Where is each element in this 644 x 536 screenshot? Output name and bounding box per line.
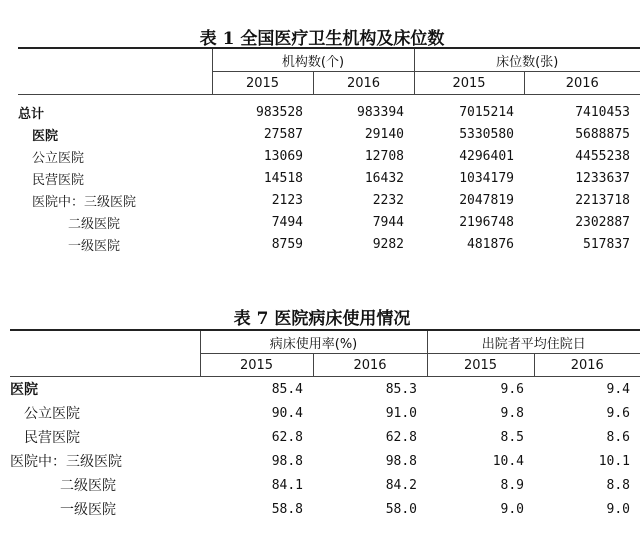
table-row — [18, 145, 640, 167]
cell: 2232 — [372, 192, 404, 208]
row-label: 医院 — [10, 382, 38, 398]
cell: 98.8 — [385, 453, 417, 469]
table-row — [18, 233, 640, 255]
row-label: 医院中：三级医院 — [10, 454, 122, 470]
cell: 10.4 — [492, 453, 524, 469]
row-label: 公立医院 — [24, 406, 80, 422]
cell: 12708 — [364, 148, 404, 164]
cell: 983528 — [256, 104, 303, 120]
cell: 2196748 — [459, 214, 514, 230]
cell: 481876 — [467, 236, 514, 252]
row-label: 公立医院 — [32, 150, 85, 166]
cell: 2047819 — [459, 192, 514, 208]
cell: 2213718 — [575, 192, 630, 208]
cell: 7015214 — [459, 104, 514, 120]
table7-header-avg-stay: 出院者平均住院日 — [427, 330, 640, 354]
cell: 62.8 — [271, 429, 303, 445]
cell: 98.8 — [271, 453, 303, 469]
row-label: 一级医院 — [68, 238, 121, 254]
row-label: 民营医院 — [24, 430, 80, 446]
cell: 4296401 — [459, 148, 514, 164]
row-label: 二级医院 — [60, 478, 116, 494]
cell: 9.4 — [606, 381, 630, 397]
cell: 29140 — [364, 126, 404, 142]
cell: 85.4 — [271, 381, 303, 397]
cell: 983394 — [357, 104, 404, 120]
row-label: 总计 — [18, 106, 45, 122]
table1-title: 表 1 全国医疗卫生机构及床位数 — [199, 29, 445, 49]
table-row — [10, 473, 640, 497]
table-row — [18, 167, 640, 189]
cell: 91.0 — [385, 405, 417, 421]
cell: 9.6 — [500, 381, 524, 397]
cell: 517837 — [583, 236, 630, 252]
cell: 7944 — [372, 214, 404, 230]
table7-title: 表 7 医院病床使用情况 — [233, 309, 411, 329]
cell: 1034179 — [459, 170, 514, 186]
cell: 2123 — [271, 192, 303, 208]
table1 — [18, 47, 640, 255]
cell: 9.8 — [500, 405, 524, 421]
table1-year-header: 2015 — [414, 72, 524, 95]
table7 — [10, 329, 640, 521]
cell: 5330580 — [459, 126, 514, 142]
table7-year-header: 2016 — [313, 354, 427, 377]
cell: 8.9 — [500, 477, 524, 493]
table-row — [10, 377, 640, 402]
cell: 13069 — [263, 148, 303, 164]
cell: 4455238 — [575, 148, 630, 164]
cell: 8.6 — [606, 429, 630, 445]
cell: 58.0 — [385, 501, 417, 517]
cell: 2302887 — [575, 214, 630, 230]
table7-year-header: 2015 — [427, 354, 534, 377]
cell: 1233637 — [575, 170, 630, 186]
row-label: 民营医院 — [32, 172, 85, 188]
cell: 14518 — [263, 170, 303, 186]
table1-year-header: 2015 — [212, 72, 313, 95]
cell: 9.6 — [606, 405, 630, 421]
cell: 8.5 — [500, 429, 524, 445]
cell: 84.1 — [271, 477, 303, 493]
cell: 5688875 — [575, 126, 630, 142]
table-row — [18, 123, 640, 145]
cell: 9.0 — [500, 501, 524, 517]
table7-year-header: 2015 — [200, 354, 313, 377]
cell: 58.8 — [271, 501, 303, 517]
cell: 8.8 — [606, 477, 630, 493]
row-label: 医院中：三级医院 — [32, 194, 137, 210]
cell: 10.1 — [598, 453, 630, 469]
table1-year-header: 2016 — [524, 72, 640, 95]
table1-header-beds: 床位数(张) — [414, 48, 640, 72]
cell: 27587 — [263, 126, 303, 142]
cell: 9282 — [372, 236, 404, 252]
row-label: 一级医院 — [60, 502, 116, 518]
cell: 84.2 — [385, 477, 417, 493]
cell: 9.0 — [606, 501, 630, 517]
table1-year-header: 2016 — [313, 72, 414, 95]
table-row — [10, 449, 640, 473]
table-row — [10, 425, 640, 449]
table-row — [10, 497, 640, 521]
row-label: 医院 — [32, 128, 59, 144]
cell: 90.4 — [271, 405, 303, 421]
table7-year-header: 2016 — [534, 354, 640, 377]
table-row — [18, 189, 640, 211]
cell: 62.8 — [385, 429, 417, 445]
cell: 7494 — [271, 214, 303, 230]
table-row — [18, 211, 640, 233]
cell: 7410453 — [575, 104, 630, 120]
table1-header-institutions: 机构数(个) — [212, 48, 414, 72]
cell: 85.3 — [385, 381, 417, 397]
table-row — [18, 101, 640, 123]
cell: 8759 — [271, 236, 303, 252]
row-label: 二级医院 — [68, 216, 121, 232]
table7-header-bed-usage: 病床使用率(%) — [200, 330, 427, 354]
table-row — [10, 401, 640, 425]
cell: 16432 — [364, 170, 404, 186]
